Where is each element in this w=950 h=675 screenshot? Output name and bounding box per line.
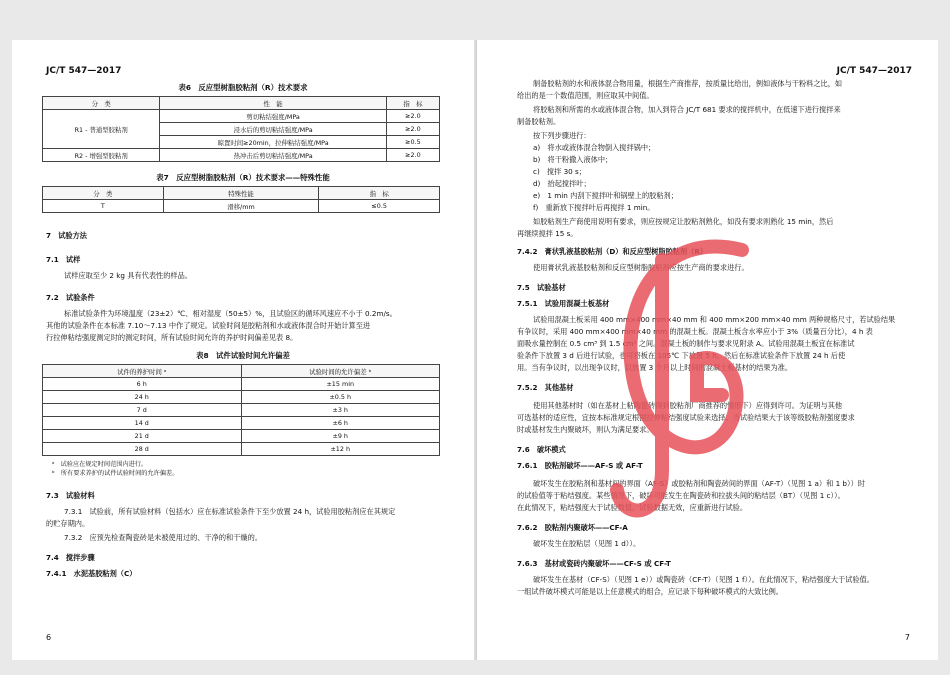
right-page-header: JC/T 547—2017 [836, 66, 912, 76]
section-7-3-1-line-2: 的贮存期内。 [46, 519, 90, 528]
table7-header-value: 指 标 [319, 187, 440, 200]
section-7-5-1-line-4: 验条件下放置 3 d 后进行试验，也可将板在 105℃ 下放置 5 h，然后在标准试验条件下放置 24 h 后使 [517, 351, 846, 360]
section-7-5-2-line-2: 可选基材的适应性，宜按本标准规定根据拉伸粘结强度试验来选择。当试验结果大于该等级胶粘剂强度要求 [517, 413, 855, 422]
left-page-number: 6 [46, 633, 52, 642]
table-cell: 7 d [43, 404, 242, 417]
section-7-4-heading: 7.4 搅拌步骤 [46, 553, 95, 562]
table-cell: ≤0.5 [319, 200, 440, 213]
table-cell: ±9 h [241, 430, 440, 443]
table-row [43, 391, 440, 404]
section-7-5-1-heading: 7.5.1 试验用混凝土板基材 [517, 299, 610, 308]
section-7-3-2-text: 7.3.2 应预先检查陶瓷砖是未被使用过的、干净的和干燥的。 [64, 533, 262, 542]
step-b: b) 将干粉撒入液体中； [533, 155, 613, 164]
section-7-3-heading: 7.3 试验材料 [46, 491, 95, 500]
section-7-4-2-text: 使用膏状乳液基胶粘剂和反应型树脂胶粘剂应按生产商的要求进行。 [533, 263, 749, 272]
table-cell: R2 - 增强型胶粘剂 [43, 149, 160, 162]
table6 [42, 96, 440, 162]
section-7-6-2-text: 破坏发生在胶粘层（见图 1 d））。 [533, 539, 641, 548]
table-cell: ≥2.0 [386, 149, 439, 162]
table8-note-b: ᵇ 所有要求养护的试件试验时间的允许偏差。 [52, 470, 179, 477]
table-cell: ≥2.0 [386, 123, 439, 136]
mixing-paragraph-1-line-1: 制备胶粘剂的水和液体混合物用量，根据生产商推荐，按质量比给出，例如液体与干粉料之比，如 [533, 79, 843, 88]
right-page [476, 40, 938, 660]
table-cell: 热冲击后剪切粘结强度/MPa [160, 149, 386, 162]
table-cell: ±15 min [241, 378, 440, 391]
mixing-paragraph-2-line-1: 将胶粘剂和所需的水或液体混合物，加入到符合 JC/T 681 要求的搅拌机中，在低速下进行搅拌来 [533, 105, 841, 114]
section-7-1-text: 试样应取至少 2 kg 具有代表性的样品。 [64, 271, 192, 280]
left-page [12, 40, 474, 660]
table-cell: 浸水后的剪切粘结强度/MPa [160, 123, 386, 136]
section-7-4-2-heading: 7.4.2 膏状乳液基胶粘剂（D）和反应型树脂胶粘剂（R） [517, 247, 708, 256]
section-7-5-1-line-2: 有争议时，采用 400 mm×400 mm×40 mm 的混凝土板。混凝土板含水率应小于 3%（质量百分比），4 h 表 [517, 327, 873, 336]
section-7-5-2-line-3: 时或基材发生内聚破坏，则认为满足要求。 [517, 425, 654, 434]
section-7-2-line-1: 标准试验条件为环境温度（23±2）℃、相对湿度（50±5）%，且试验区的循环风速应不小于 0.2m/s。 [64, 309, 397, 318]
table7-header-category: 分 类 [43, 187, 164, 200]
section-7-6-3-line-2: 一组试件破坏模式可能是以上任意模式的组合，应记录下每种破坏模式的大致比例。 [517, 587, 783, 596]
table7 [42, 186, 440, 213]
section-7-6-1-line-3: 在此情况下，粘结强度大于试验数值，试验数据无效，应重新进行试验。 [517, 503, 748, 512]
table8 [42, 364, 440, 456]
section-7-5-1-line-5: 用。当有争议时，以出现争议时，以放置 3 个月以上时间的混凝土板基材的结果为准。 [517, 363, 793, 372]
maturing-line-1: 如胶粘剂生产商使用说明有要求，则应按规定让胶粘剂熟化，如没有要求则熟化 15 min，然后 [533, 217, 834, 226]
mixing-paragraph-1-line-2: 给出的是一个数值范围，则应取其中间值。 [517, 91, 654, 100]
table-cell: 晾置时间≥20min，拉伸粘结强度/MPa [160, 136, 386, 149]
section-7-5-2-line-1: 使用其他基材时（如在基材上粘陶瓷砖得到胶粘剂厂商推荐的情形下）应得到许可。为证明与其他 [533, 401, 843, 410]
table8-header-curing: 试件的养护时间 ᵃ [43, 365, 242, 378]
table-cell: 剪切粘结强度/MPa [160, 110, 386, 123]
table-cell: T [43, 200, 164, 213]
table-cell: ≥2.0 [386, 110, 439, 123]
section-7-6-1-line-1: 破坏发生在胶粘剂和基材间的界面（AF-S）或胶粘剂和陶瓷砖间的界面（AF-T）（见图 1 a）和 1 b））时 [533, 479, 865, 488]
section-7-6-1-line-2: 的试验值等于粘结强度。某些情况下，破坏可能发生在陶瓷砖和拉拔头间的粘结层（BT）（见图 1 c））。 [517, 491, 845, 500]
step-a: a) 将水或液体混合物倒入搅拌锅中； [533, 143, 656, 152]
table7-caption: 表7 反应型树脂胶粘剂（R）技术要求——特殊性能 [156, 173, 330, 182]
section-7-4-1-heading: 7.4.1 水泥基胶粘剂（C） [46, 569, 137, 578]
table-cell: ±0.5 h [241, 391, 440, 404]
table-cell: ≥0.5 [386, 136, 439, 149]
table6-caption: 表6 反应型树脂胶粘剂（R）技术要求 [178, 83, 308, 92]
table-row [43, 430, 440, 443]
section-7-3-1-line-1: 7.3.1 试验前，所有试验材料（包括水）应在标准试验条件下至少放置 24 h，试验用胶粘剂应在其规定 [64, 507, 396, 516]
section-7-5-1-line-1: 试验用混凝土板采用 400 mm×400 mm×40 mm 和 400 mm×200 mm×40 mm 两种规格尺寸，若试验结果 [533, 315, 896, 324]
section-7-heading: 7 试验方法 [46, 231, 87, 240]
table6-header-category: 分 类 [43, 97, 160, 110]
section-7-6-1-heading: 7.6.1 胶粘剂破坏——AF-S 或 AF-T [517, 461, 643, 470]
table-cell: R1 - 普通型胶粘剂 [43, 110, 160, 149]
section-7-5-heading: 7.5 试验基材 [517, 283, 566, 292]
table8-note-a: ᵃ 试验应在规定时间范围内进行。 [52, 461, 148, 468]
right-page-number: 7 [904, 633, 910, 642]
section-7-1-heading: 7.1 试样 [46, 255, 81, 264]
step-e: e) 1 min 内刮下搅拌叶和锅壁上的胶粘剂； [533, 191, 678, 200]
section-7-6-3-line-1: 破坏发生在基材（CF-S）（见图 1 e））或陶瓷砖（CF-T）（见图 1 f））。在此情况下，粘结强度大于试验值。 [533, 575, 874, 584]
section-7-6-3-heading: 7.6.3 基材或瓷砖内聚破坏——CF-S 或 CF-T [517, 559, 671, 568]
section-7-6-heading: 7.6 破坏模式 [517, 445, 566, 454]
table-cell: 21 d [43, 430, 242, 443]
left-page-header: JC/T 547—2017 [46, 66, 122, 76]
table-cell: 24 h [43, 391, 242, 404]
table-cell: ±12 h [241, 443, 440, 456]
section-7-2-heading: 7.2 试验条件 [46, 293, 95, 302]
step-c: c) 搅拌 30 s； [533, 167, 586, 176]
step-f: f) 重新放下搅拌叶后再搅拌 1 min。 [533, 203, 655, 212]
section-7-2-line-2: 其他的试验条件在本标准 7.10～7.13 中作了规定。试验时间是胶粘剂和水或液体混合时开始计算至进 [46, 321, 371, 330]
table-row [43, 443, 440, 456]
step-d: d) 抬起搅拌叶； [533, 179, 591, 188]
section-7-5-1-line-3: 面吸水量控制在 0.5 cm³ 到 1.5 cm³ 之间。混凝土板的制作与要求见附录 A。试验用混凝土板宜在标准试 [517, 339, 855, 348]
maturing-line-2: 再继续搅拌 15 s。 [517, 229, 578, 238]
table-cell: ±6 h [241, 417, 440, 430]
table-cell: 滑移/mm [163, 200, 319, 213]
steps-intro: 按下列步骤进行： [533, 131, 591, 140]
table-cell: 28 d [43, 443, 242, 456]
section-7-2-line-3: 行拉伸粘结强度测定时的测定时间，所有试验时间允许的养护时间偏差见表 8。 [46, 333, 298, 342]
document-spread [12, 40, 938, 660]
section-7-6-2-heading: 7.6.2 胶粘剂内聚破坏——CF-A [517, 523, 628, 532]
table-cell: 6 h [43, 378, 242, 391]
table8-header-deviation: 试验时间的允许偏差 ᵇ [241, 365, 440, 378]
table-row [43, 404, 440, 417]
table-cell: 14 d [43, 417, 242, 430]
table6-header-property: 性 能 [160, 97, 386, 110]
table-row [43, 417, 440, 430]
table8-caption: 表8 试件试验时间允许偏差 [196, 351, 290, 360]
table-row [43, 110, 440, 123]
mixing-paragraph-2-line-2: 制备胶粘剂。 [517, 117, 561, 126]
section-7-5-2-heading: 7.5.2 其他基材 [517, 383, 574, 392]
table-row [43, 378, 440, 391]
table-cell: ±3 h [241, 404, 440, 417]
table7-header-property: 特殊性能 [163, 187, 319, 200]
table6-header-value: 指 标 [386, 97, 439, 110]
table-row [43, 200, 440, 213]
table-row [43, 149, 440, 162]
